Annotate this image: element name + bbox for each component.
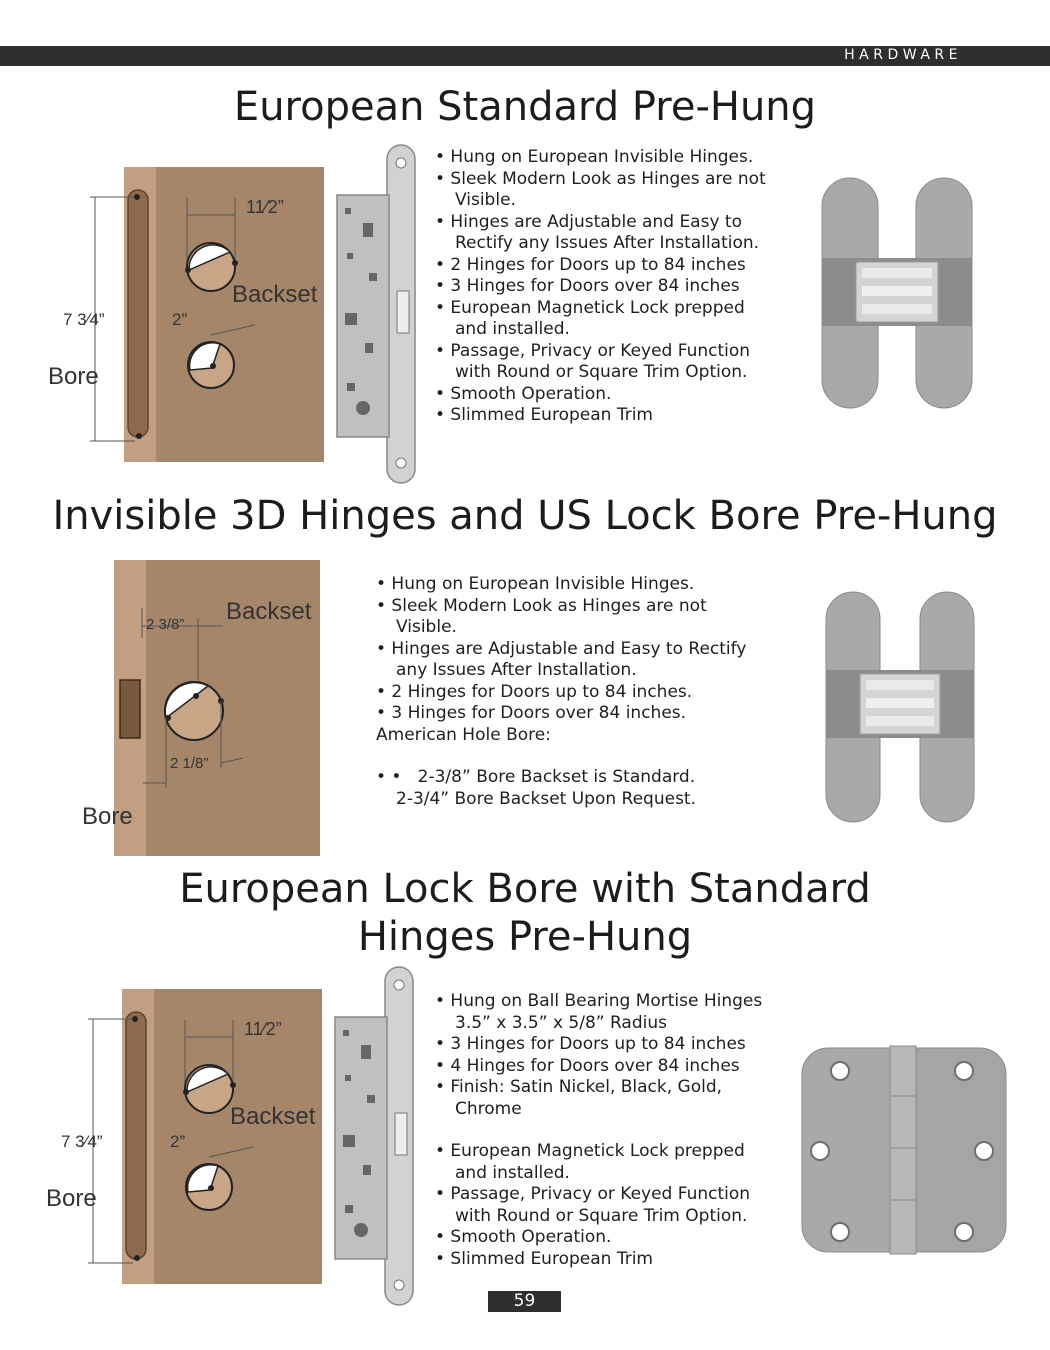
bullet-item: • Sleek Modern Look as Hinges are not Visible. [376, 595, 707, 637]
dim-label-top: 11⁄2” [244, 1019, 282, 1039]
section-title-3-line2: Hinges Pre-Hung [357, 914, 693, 960]
bullet-item: • Hung on European Invisible Hinges. [376, 574, 695, 594]
dim-label-backset: 2 3/8” [146, 616, 185, 633]
bullet-item: • Slimmed European Trim [435, 1248, 653, 1269]
bullet-list-1 [435, 147, 766, 427]
bullet-item: • 3 Hinges for Doors up to 84 inches [435, 1034, 746, 1054]
invisible-hinge-image-1 [818, 176, 976, 410]
backset-label: Backset [232, 281, 318, 308]
bore-label: Bore [48, 363, 99, 390]
bullet-item: • European Magnetick Lock prepped and installed. [435, 297, 745, 339]
bullet-item: American Hole Bore: [376, 724, 551, 745]
mortise-cutout [128, 190, 148, 437]
bullet-item: • Smooth Operation. [435, 383, 612, 404]
mortise-cutout [126, 1012, 146, 1259]
mortise-lock-image-1 [335, 143, 420, 485]
bullet-item: • Slimmed European Trim [435, 405, 653, 425]
door-diagram-euro-1 [40, 160, 330, 465]
bullet-item: • 4 Hinges for Doors over 84 inches [435, 1055, 740, 1076]
bullet-item: • 3 Hinges for Doors over 84 inches [435, 276, 740, 296]
dim-label-bore: 2 1/8” [170, 755, 209, 772]
door-diagram-euro-3 [38, 982, 328, 1287]
bullet-item: • European Magnetick Lock prepped and installed. [435, 1141, 745, 1183]
section-title-1: European Standard Pre-Hung [233, 84, 817, 130]
bullet-item: • Passage, Privacy or Keyed Function with Round or Square Trim Option. [435, 340, 751, 382]
invisible-hinge-image-2 [822, 590, 978, 824]
dim-label-top: 11⁄2” [246, 197, 284, 217]
bullet-item: • 2 Hinges for Doors up to 84 inches [435, 254, 746, 275]
bullet-item: • 2 Hinges for Doors up to 84 inches. [376, 681, 693, 702]
header-bar [0, 46, 1050, 66]
section-title-3-line1: European Lock Bore with Standard [179, 866, 871, 912]
bullet-item: • Sleek Modern Look as Hinges are not Visible. [435, 168, 766, 210]
bullet-item: • • 2-3/8” Bore Backset is Standard. 2-3/4” Bore Backset Upon Request. [376, 767, 696, 809]
page-number: 59 [488, 1291, 561, 1312]
bullet-item: • 3 Hinges for Doors over 84 inches. [376, 703, 687, 723]
mortise-lock-image-3 [333, 965, 418, 1307]
dim-label-side: 7 3⁄4” [63, 310, 105, 329]
bullet-item: • Hung on European Invisible Hinges. [435, 147, 754, 167]
bore-label: Bore [82, 803, 133, 830]
backset-label: Backset [226, 598, 312, 625]
dim-label-side: 7 3⁄4” [61, 1132, 103, 1151]
bullet-item: • Hung on Ball Bearing Mortise Hinges 3.5” x 3.5” x 5/8” Radius [435, 991, 763, 1033]
bullet-item: • Hinges are Adjustable and Easy to Rectify any Issues After Installation. [376, 638, 747, 680]
bullet-item: • Hinges are Adjustable and Easy to Rectify any Issues After Installation. [435, 211, 760, 253]
section-label: HARDWARE [844, 47, 962, 63]
bullet-spacer [435, 1120, 762, 1141]
dim-label-mid: 2” [170, 1132, 186, 1151]
ball-bearing-hinge-image [798, 1044, 1010, 1256]
bullet-list-2 [376, 574, 746, 810]
bullet-item: • Passage, Privacy or Keyed Function with Round or Square Trim Option. [435, 1184, 751, 1226]
latch-bore [120, 680, 140, 738]
bullet-list-3 [435, 991, 762, 1270]
bullet-spacer [376, 746, 746, 767]
section-title-2: Invisible 3D Hinges and US Lock Bore Pre-Hung [52, 493, 998, 539]
backset-label: Backset [230, 1103, 316, 1130]
bullet-item: • Finish: Satin Nickel, Black, Gold, Chrome [435, 1077, 723, 1119]
dim-label-mid: 2” [172, 310, 188, 329]
door-diagram-us-bore [78, 558, 328, 858]
bore-label: Bore [46, 1185, 97, 1212]
bullet-item: • Smooth Operation. [435, 1227, 612, 1247]
